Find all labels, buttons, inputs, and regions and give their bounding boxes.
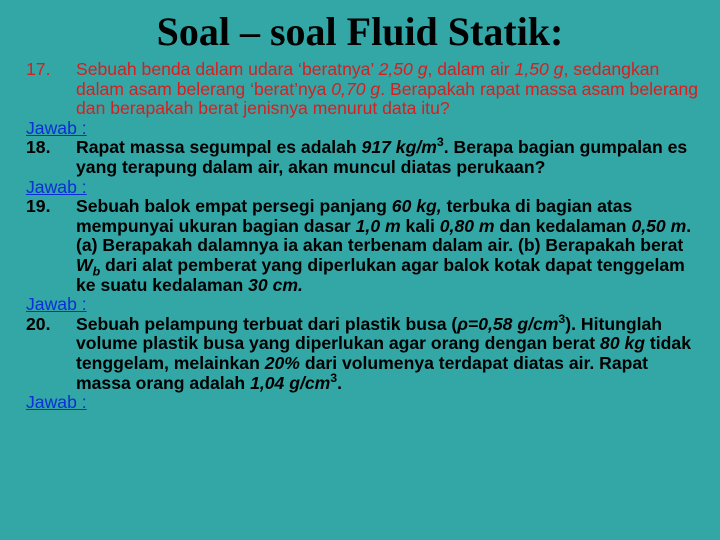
jawab-link[interactable]: Jawab : [26, 392, 87, 413]
problem-text: Sebuah benda dalam udara ‘beratnya’ 2,50 g, dalam air 1,50 g, sedangkan dalam asam belerang ‘berat’nya 0,70 g. Berapakah rapat massa asam belerang dan berapakah berat jenisnya menurut data itu? [76, 59, 699, 119]
problem-item [26, 197, 706, 295]
jawab-link[interactable]: Jawab : [26, 117, 87, 138]
problem-item [26, 60, 706, 119]
problem-number: 19. [26, 196, 51, 217]
jawab-link[interactable]: Jawab : [26, 294, 87, 315]
jawab-link[interactable]: Jawab : [26, 176, 87, 197]
problem-text: Sebuah pelampung terbuat dari plastik busa (ρ=0,58 $g/cm^3$). Hitunglah volume plastik busa yang diperlukan agar orang dengan berat 80 kg tidak tenggelam, melainkan 20% dari volumenya terdapat diatas air. Rapat massa orang adalah 1,04 $g/cm^3$. [76, 311, 691, 393]
page-title: Soal – soal Fluid Statik: [156, 9, 564, 54]
problem-item [26, 311, 706, 393]
problem-number: 17. [26, 59, 51, 79]
problem-text: Sebuah balok empat persegi panjang 60 kg, terbuka di bagian atas mempunyai ukuran bagian dasar 1,0 m kali 0,80 m dan kedalaman 0,50 m. (a) Berapakah dalamnya ia akan terbenam dalam air. (b) Berapakah berat $W_b$ dari alat pemberat yang diperlukan agar balok kotak dapat tenggelam ke suatu kedalaman 30 cm. [76, 196, 692, 295]
problem-item [26, 135, 706, 177]
problem-number: 18. [26, 137, 51, 158]
problem-text: Rapat massa segumpal es adalah 917 $kg/m^3$. Berapa bagian gumpalan es yang terapung dalam air, akan muncul diatas perukaan? [76, 135, 688, 177]
problem-list [26, 60, 706, 413]
problem-number: 20. [26, 313, 51, 334]
